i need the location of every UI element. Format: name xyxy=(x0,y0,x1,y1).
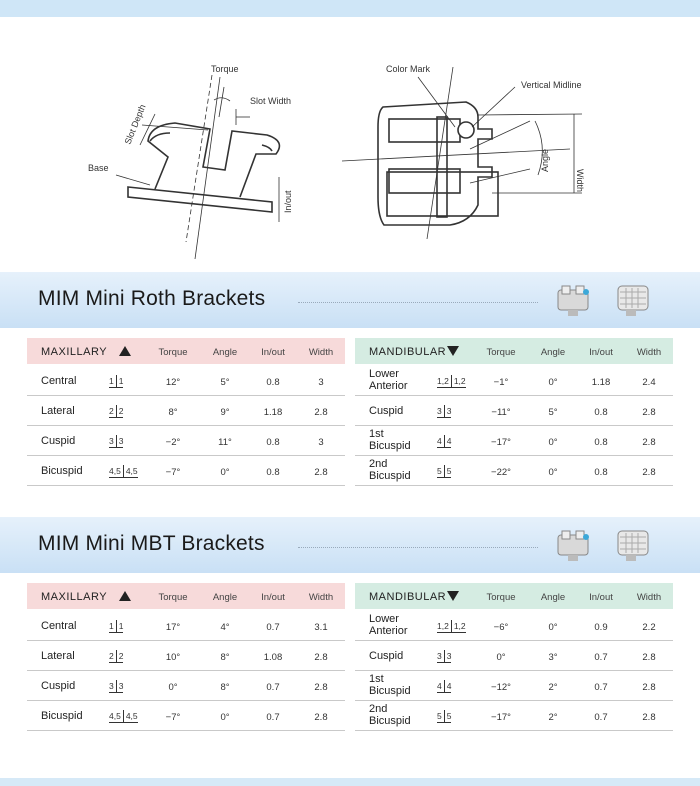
column-header: In/out xyxy=(261,347,285,358)
angle-value: 0° xyxy=(220,467,230,478)
tooth-quadrant-notation xyxy=(109,649,123,663)
mandibular-label: MANDIBULAR xyxy=(369,346,447,358)
tooth-number-left: 1,2 xyxy=(437,620,452,633)
tooth-number-right: 5 xyxy=(446,710,452,721)
bracket-photo-icon xyxy=(552,278,598,322)
maxillary-table xyxy=(27,583,345,733)
angle-value: 11° xyxy=(218,437,232,448)
tooth-name-line-2: Bicuspid xyxy=(369,715,411,727)
torque-value: 0° xyxy=(168,682,178,693)
roth-section-header xyxy=(0,272,700,328)
tooth-name: 2nd xyxy=(369,458,388,470)
tooth-number-right: 1 xyxy=(118,375,124,386)
mandibular-label: MANDIBULAR xyxy=(369,591,447,603)
inout-value: 1.18 xyxy=(263,407,283,418)
inout-value: 0.8 xyxy=(594,467,608,478)
tooth-number-right: 4,5 xyxy=(125,710,138,721)
tooth-number-left: 3 xyxy=(109,680,117,693)
torque-value: 8° xyxy=(168,407,178,418)
title-dotted-rule xyxy=(298,302,538,303)
tooth-number-left: 2 xyxy=(109,650,117,663)
width-value: 2.8 xyxy=(642,652,656,663)
width-value: 2.8 xyxy=(314,467,328,478)
in-out-label: In/out xyxy=(283,190,293,213)
tooth-number-left: 1 xyxy=(109,620,117,633)
column-header: Width xyxy=(308,347,334,358)
inout-value: 0.7 xyxy=(266,682,280,693)
tooth-quadrant-notation xyxy=(437,649,451,663)
bottom-band xyxy=(0,778,700,786)
torque-value: −7° xyxy=(165,712,181,723)
mesh-base-icon xyxy=(610,523,656,567)
column-header: Torque xyxy=(158,592,188,603)
vertical-midline-label: Vertical Midline xyxy=(521,80,582,90)
table-row xyxy=(355,701,673,731)
table-row xyxy=(27,611,345,641)
width-value: 2.8 xyxy=(642,682,656,693)
tooth-name: Lower xyxy=(369,613,399,625)
bracket-photo-icon xyxy=(552,523,598,567)
table-row xyxy=(355,426,673,456)
angle-value: 2° xyxy=(548,712,558,723)
tooth-name-line-2: Bicuspid xyxy=(369,440,411,452)
bracket-diagrams xyxy=(0,17,700,272)
tooth-number-right: 3 xyxy=(446,405,452,416)
mandibular-header-row xyxy=(355,583,673,609)
angle-value: 3° xyxy=(548,652,558,663)
mandibular-header-row xyxy=(355,338,673,364)
table-row xyxy=(355,396,673,426)
tooth-quadrant-notation xyxy=(109,374,123,388)
table-row xyxy=(27,641,345,671)
column-header: Torque xyxy=(486,592,516,603)
tooth-quadrant-notation xyxy=(437,619,466,633)
table-row xyxy=(27,671,345,701)
tooth-name: Lateral xyxy=(41,650,75,662)
width-value: 2.8 xyxy=(642,437,656,448)
inout-value: 0.7 xyxy=(594,712,608,723)
inout-value: 0.7 xyxy=(594,652,608,663)
tooth-number-left: 4 xyxy=(437,435,445,448)
tooth-name: Central xyxy=(41,620,77,632)
tooth-quadrant-notation xyxy=(109,464,138,478)
tooth-number-right: 4,5 xyxy=(125,465,138,476)
tooth-number-left: 2 xyxy=(109,405,117,418)
tooth-quadrant-notation xyxy=(109,404,123,418)
inout-value: 1.08 xyxy=(263,652,283,663)
torque-value: −22° xyxy=(491,467,511,478)
angle-value: 9° xyxy=(220,407,230,418)
inout-value: 0.8 xyxy=(594,437,608,448)
angle-value: 0° xyxy=(220,712,230,723)
tooth-number-right: 2 xyxy=(118,405,124,416)
table-row xyxy=(27,366,345,396)
mandibular-table xyxy=(355,583,673,733)
tooth-name: Lower xyxy=(369,368,399,380)
width-value: 2.2 xyxy=(642,622,656,633)
color-mark-label: Color Mark xyxy=(386,64,431,74)
triangle-up-icon xyxy=(119,591,131,601)
tooth-number-left: 1 xyxy=(109,375,117,388)
angle-value: 0° xyxy=(548,467,558,478)
torque-value: 0° xyxy=(496,652,506,663)
inout-value: 0.8 xyxy=(266,437,280,448)
column-header: Width xyxy=(636,592,662,603)
table-row xyxy=(355,641,673,671)
tooth-name: Cuspid xyxy=(41,435,76,447)
tooth-name: Central xyxy=(41,375,77,387)
angle-value: 0° xyxy=(548,437,558,448)
torque-value: −11° xyxy=(491,407,511,418)
tooth-name-line-2: Anterior xyxy=(369,380,408,392)
inout-value: 0.8 xyxy=(266,377,280,388)
tooth-quadrant-notation xyxy=(437,709,451,723)
tooth-number-right: 1,2 xyxy=(453,620,466,631)
tooth-name: Cuspid xyxy=(41,680,76,692)
maxillary-label: MAXILLARY xyxy=(41,591,108,603)
tooth-number-left: 3 xyxy=(437,405,445,418)
width-value: 3.1 xyxy=(314,622,328,633)
tooth-number-right: 1 xyxy=(118,620,124,631)
column-header: Width xyxy=(308,592,334,603)
roth-section-title: MIM Mini Roth Brackets xyxy=(38,287,266,310)
tooth-number-left: 5 xyxy=(437,465,445,478)
width-value: 2.8 xyxy=(642,712,656,723)
tooth-number-left: 4,5 xyxy=(109,710,124,723)
angle-value: 8° xyxy=(220,682,230,693)
width-value: 2.8 xyxy=(314,407,328,418)
tooth-quadrant-notation xyxy=(109,679,123,693)
column-header: Torque xyxy=(486,347,516,358)
tooth-number-right: 3 xyxy=(118,680,124,691)
torque-value: −12° xyxy=(491,682,511,693)
width-value: 2.8 xyxy=(314,652,328,663)
column-header: Angle xyxy=(540,347,566,358)
tooth-number-right: 4 xyxy=(446,680,452,691)
mesh-base-icon xyxy=(610,278,656,322)
column-header: Torque xyxy=(158,347,188,358)
torque-value: 17° xyxy=(165,622,181,633)
column-header: Angle xyxy=(540,592,566,603)
triangle-down-icon xyxy=(447,591,459,601)
top-band xyxy=(0,0,700,17)
width-value: 2.8 xyxy=(642,407,656,418)
bracket-diagram-svg xyxy=(0,17,700,272)
slot-depth-label: Slot Depth xyxy=(122,103,148,146)
width-label: Width xyxy=(575,169,585,193)
tooth-quadrant-notation xyxy=(437,464,451,478)
tooth-name: 1st xyxy=(369,428,384,440)
tooth-number-right: 1,2 xyxy=(453,375,466,386)
title-dotted-rule xyxy=(298,547,538,548)
width-value: 2.8 xyxy=(314,682,328,693)
tooth-number-left: 3 xyxy=(437,650,445,663)
triangle-up-icon xyxy=(119,346,131,356)
width-value: 2.4 xyxy=(642,377,656,388)
width-value: 3 xyxy=(318,437,324,448)
table-row xyxy=(355,366,673,396)
side-profile-diagram xyxy=(128,123,279,212)
column-header: In/out xyxy=(589,347,613,358)
column-header: Angle xyxy=(212,592,238,603)
tooth-number-left: 4 xyxy=(437,680,445,693)
tooth-number-left: 3 xyxy=(109,435,117,448)
table-row xyxy=(27,396,345,426)
tooth-name: 1st xyxy=(369,673,384,685)
inout-value: 0.8 xyxy=(594,407,608,418)
table-row xyxy=(355,456,673,486)
torque-value: 12° xyxy=(165,377,181,388)
tooth-quadrant-notation xyxy=(109,619,123,633)
tooth-name: Lateral xyxy=(41,405,75,417)
triangle-down-icon xyxy=(447,346,459,356)
angle-label: Angle xyxy=(540,148,550,172)
angle-value: 0° xyxy=(548,377,558,388)
table-row xyxy=(355,611,673,641)
tooth-name: Bicuspid xyxy=(41,465,83,477)
tooth-number-left: 1,2 xyxy=(437,375,452,388)
tooth-number-right: 4 xyxy=(446,435,452,446)
tooth-name: Cuspid xyxy=(369,405,404,417)
width-value: 2.8 xyxy=(314,712,328,723)
maxillary-table xyxy=(27,338,345,488)
table-row xyxy=(27,456,345,486)
base-label: Base xyxy=(88,163,109,173)
maxillary-header-row xyxy=(27,338,345,364)
tooth-number-left: 4,5 xyxy=(109,465,124,478)
tooth-name: Bicuspid xyxy=(41,710,83,722)
width-value: 2.8 xyxy=(642,467,656,478)
tooth-quadrant-notation xyxy=(437,404,451,418)
mbt-section-header xyxy=(0,517,700,573)
tooth-quadrant-notation xyxy=(437,374,466,388)
width-value: 3 xyxy=(318,377,324,388)
angle-value: 0° xyxy=(548,622,558,633)
maxillary-label: MAXILLARY xyxy=(41,346,108,358)
angle-value: 4° xyxy=(220,622,230,633)
tooth-name-line-2: Anterior xyxy=(369,625,408,637)
inout-value: 0.7 xyxy=(266,622,280,633)
tooth-quadrant-notation xyxy=(109,709,138,723)
tooth-quadrant-notation xyxy=(437,434,451,448)
column-header: In/out xyxy=(261,592,285,603)
column-header: Angle xyxy=(212,347,238,358)
table-row xyxy=(27,701,345,731)
angle-value: 5° xyxy=(220,377,230,388)
tooth-number-right: 3 xyxy=(446,650,452,661)
tooth-name: 2nd xyxy=(369,703,388,715)
tooth-number-right: 3 xyxy=(118,435,124,446)
column-header: Width xyxy=(636,347,662,358)
torque-label: Torque xyxy=(211,64,239,74)
maxillary-header-row xyxy=(27,583,345,609)
table-row xyxy=(27,426,345,456)
torque-value: −7° xyxy=(165,467,181,478)
tooth-name-line-2: Bicuspid xyxy=(369,685,411,697)
slot-width-label: Slot Width xyxy=(250,96,292,106)
mbt-section-title: MIM Mini MBT Brackets xyxy=(38,532,265,555)
tooth-name: Cuspid xyxy=(369,650,404,662)
inout-value: 0.8 xyxy=(266,467,280,478)
mandibular-table xyxy=(355,338,673,488)
torque-value: −6° xyxy=(493,622,509,633)
tooth-quadrant-notation xyxy=(437,679,451,693)
inout-value: 0.7 xyxy=(594,682,608,693)
torque-value: −17° xyxy=(491,712,511,723)
tooth-quadrant-notation xyxy=(109,434,123,448)
torque-value: 10° xyxy=(165,652,181,663)
tooth-number-right: 2 xyxy=(118,650,124,661)
tooth-name-line-2: Bicuspid xyxy=(369,470,411,482)
inout-value: 1.18 xyxy=(591,377,611,388)
front-view-diagram xyxy=(378,102,498,225)
inout-value: 0.9 xyxy=(594,622,608,633)
torque-value: −1° xyxy=(493,377,509,388)
tooth-number-left: 5 xyxy=(437,710,445,723)
inout-value: 0.7 xyxy=(266,712,280,723)
table-row xyxy=(355,671,673,701)
torque-value: −17° xyxy=(491,437,511,448)
angle-value: 2° xyxy=(548,682,558,693)
tooth-number-right: 5 xyxy=(446,465,452,476)
angle-value: 5° xyxy=(548,407,558,418)
angle-value: 8° xyxy=(220,652,230,663)
column-header: In/out xyxy=(589,592,613,603)
torque-value: −2° xyxy=(165,437,181,448)
